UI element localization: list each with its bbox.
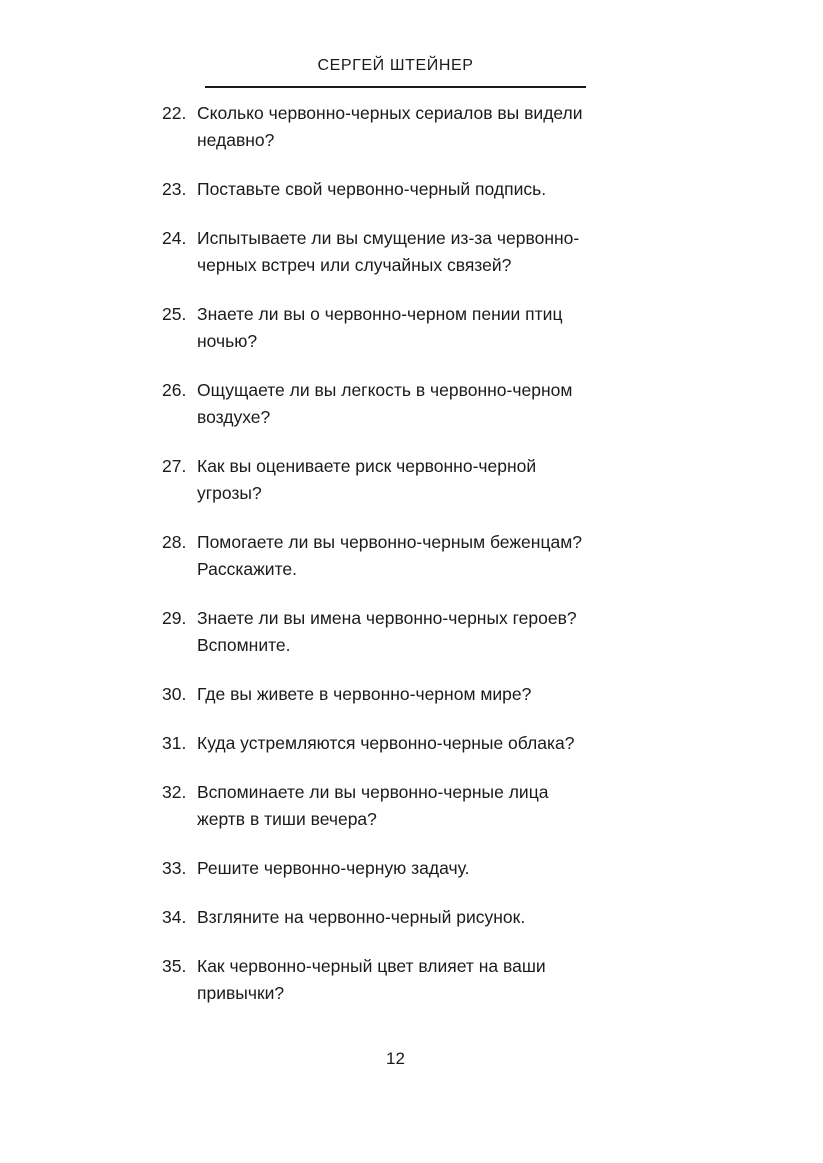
question-text: Знаете ли вы имена червонно-черных героев? Вспомните.: [197, 608, 577, 655]
question-item: [162, 855, 602, 882]
question-number: 31.: [162, 733, 187, 753]
question-number: 32.: [162, 782, 187, 802]
question-text: Вспоминаете ли вы червонно-черные лица жертв в тиши вечера?: [197, 782, 549, 829]
question-item: [162, 225, 602, 279]
question-list: [162, 100, 602, 1029]
question-item: [162, 605, 602, 659]
question-text: Сколько червонно-черных сериалов вы видели недавно?: [197, 103, 583, 150]
question-number: 28.: [162, 532, 187, 552]
question-text: Где вы живете в червонно-черном мире?: [197, 684, 532, 704]
question-number: 23.: [162, 179, 187, 199]
question-item: [162, 176, 602, 203]
question-text: Как вы оцениваете риск червонно-черной угрозы?: [197, 456, 537, 503]
question-number: 24.: [162, 228, 187, 248]
question-text: Помогаете ли вы червонно-черным беженцам? Расскажите.: [197, 532, 582, 579]
question-text: Поставьте свой червонно-черный подпись.: [197, 179, 547, 199]
question-text: Ощущаете ли вы легкость в червонно-черном воздухе?: [197, 380, 573, 427]
question-text: Взгляните на червонно-черный рисунок.: [197, 907, 526, 927]
question-text: Знаете ли вы о червонно-черном пении птиц ночью?: [197, 304, 563, 351]
question-text: Решите червонно-черную задачу.: [197, 858, 470, 878]
question-item: [162, 377, 602, 431]
question-number: 26.: [162, 380, 187, 400]
question-number: 35.: [162, 956, 187, 976]
question-item: [162, 904, 602, 931]
question-item: [162, 681, 602, 708]
question-number: 30.: [162, 684, 187, 704]
question-item: [162, 301, 602, 355]
question-item: [162, 100, 602, 154]
question-number: 22.: [162, 103, 187, 123]
question-item: [162, 529, 602, 583]
running-header-title: СЕРГЕЙ ШТЕЙНЕР: [317, 57, 474, 74]
question-text: Как червонно-черный цвет влияет на ваши привычки?: [197, 956, 546, 1003]
question-item: [162, 779, 602, 833]
question-text: Куда устремляются червонно-черные облака?: [197, 733, 575, 753]
question-item: [162, 453, 602, 507]
question-item: [162, 953, 602, 1007]
question-text: Испытываете ли вы смущение из-за червонно-черных встреч или случайных связей?: [197, 228, 580, 275]
question-number: 27.: [162, 456, 187, 476]
page-number: 12: [386, 1049, 405, 1068]
question-item: [162, 730, 602, 757]
question-number: 29.: [162, 608, 187, 628]
question-number: 25.: [162, 304, 187, 324]
header-rule: [205, 86, 586, 88]
question-number: 33.: [162, 858, 187, 878]
question-number: 34.: [162, 907, 187, 927]
